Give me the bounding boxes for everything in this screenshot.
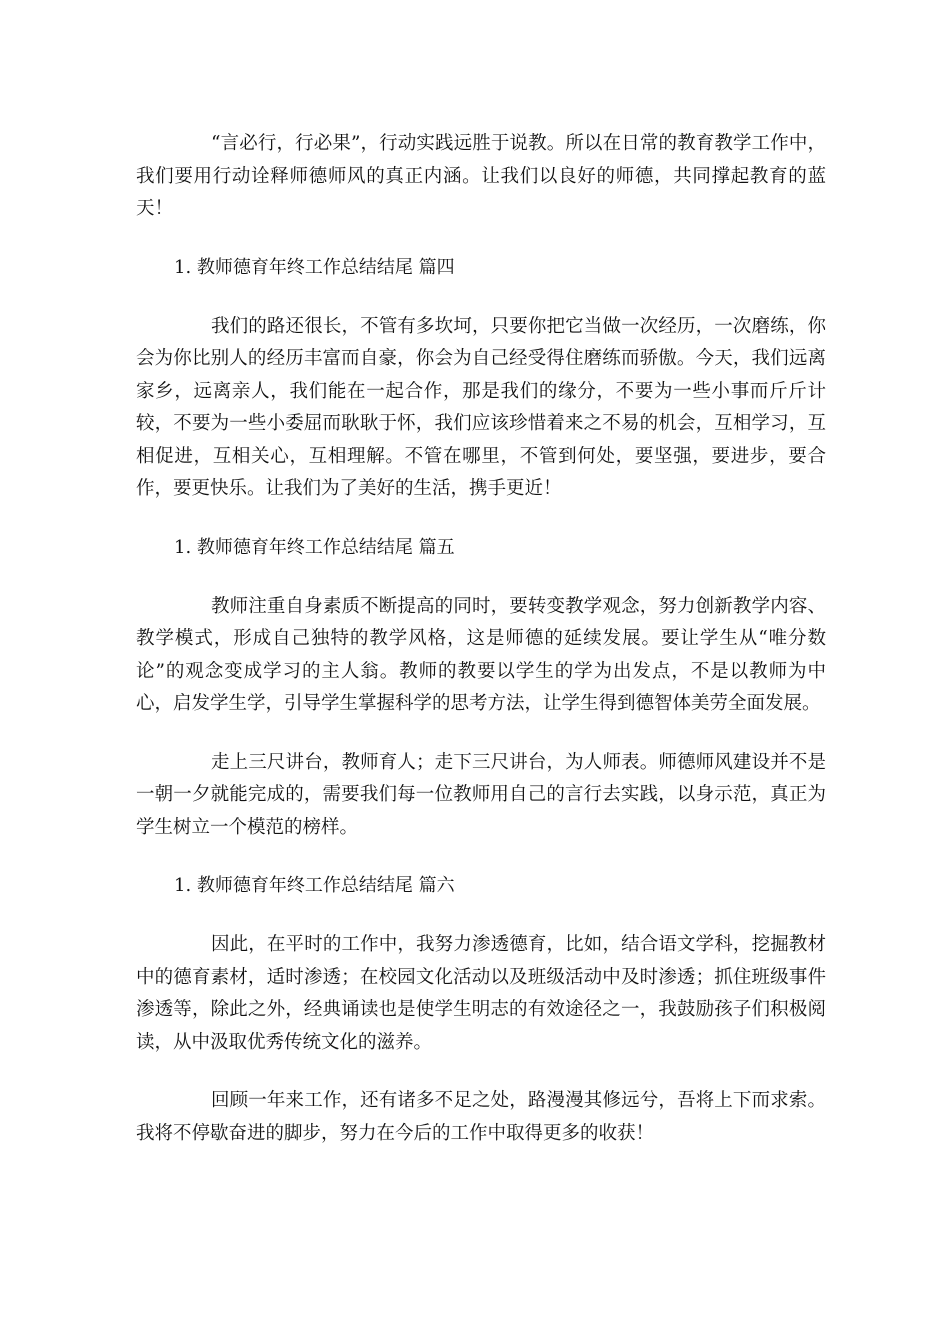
section-heading-part5: 1. 教师德育年终工作总结结尾 篇五 [174,536,455,558]
paragraph-part6-b: 回顾一年来工作，还有诸多不足之处，路漫漫其修远兮，吾将上下而求索。我将不停歇奋进的脚步，努力在今后的工作中取得更多的收获！ [136,1090,826,1144]
document-page [136,128,826,1150]
paragraph-part5-b: 走上三尺讲台，教师育人；走下三尺讲台，为人师表。师德师风建设并不是一朝一夕就能完成的，需要我们每一位教师用自己的言行去实践，以身示范，真正为学生树立一个模范的榜样。 [136,751,826,838]
paragraph-part4: 我们的路还很长，不管有多坎坷，只要你把它当做一次经历，一次磨练，你会为你比别人的经历丰富而自豪，你会为自己经受得住磨练而骄傲。今天，我们远离家乡，远离亲人，我们能在一起合作，那是我们的缘分，不要为一些小事而斤斤计较，不要为一些小委屈而耿耿于怀，我们应该珍惜着来之不易的机会，互相学习，互相促进，互相关心，互相理解。不管在哪里，不管到何处，要坚强，要进步，要合作，要更快乐。让我们为了美好的生活，携手更近！ [136,315,826,499]
section-heading-part4: 1. 教师德育年终工作总结结尾 篇四 [174,256,455,278]
section-heading-part6: 1. 教师德育年终工作总结结尾 篇六 [174,875,455,896]
paragraph-intro: “言必行，行必果”，行动实践远胜于说教。所以在日常的教育教学工作中，我们要用行动诠释师德师风的真正内涵。让我们以良好的师德，共同撑起教育的蓝天！ [136,133,826,219]
paragraph-part6-a: 因此，在平时的工作中，我努力渗透德育，比如，结合语文学科，挖掘教材中的德育素材，适时渗透；在校园文化活动以及班级活动中及时渗透；抓住班级事件渗透等，除此之外，经典诵读也是使学生明志的有效途径之一，我鼓励孩子们积极阅读，从中汲取优秀传统文化的滋养。 [136,934,826,1053]
paragraph-part5-a: 教师注重自身素质不断提高的同时，要转变教学观念，努力创新教学内容、教学模式，形成自己独特的教学风格，这是师德的延续发展。要让学生从“唯分数论”的观念变成学习的主人翁。教师的教要以学生的学为出发点，不是以教师为中心，启发学生学，引导学生掌握科学的思考方法，让学生得到德智体美劳全面发展。 [136,595,826,714]
